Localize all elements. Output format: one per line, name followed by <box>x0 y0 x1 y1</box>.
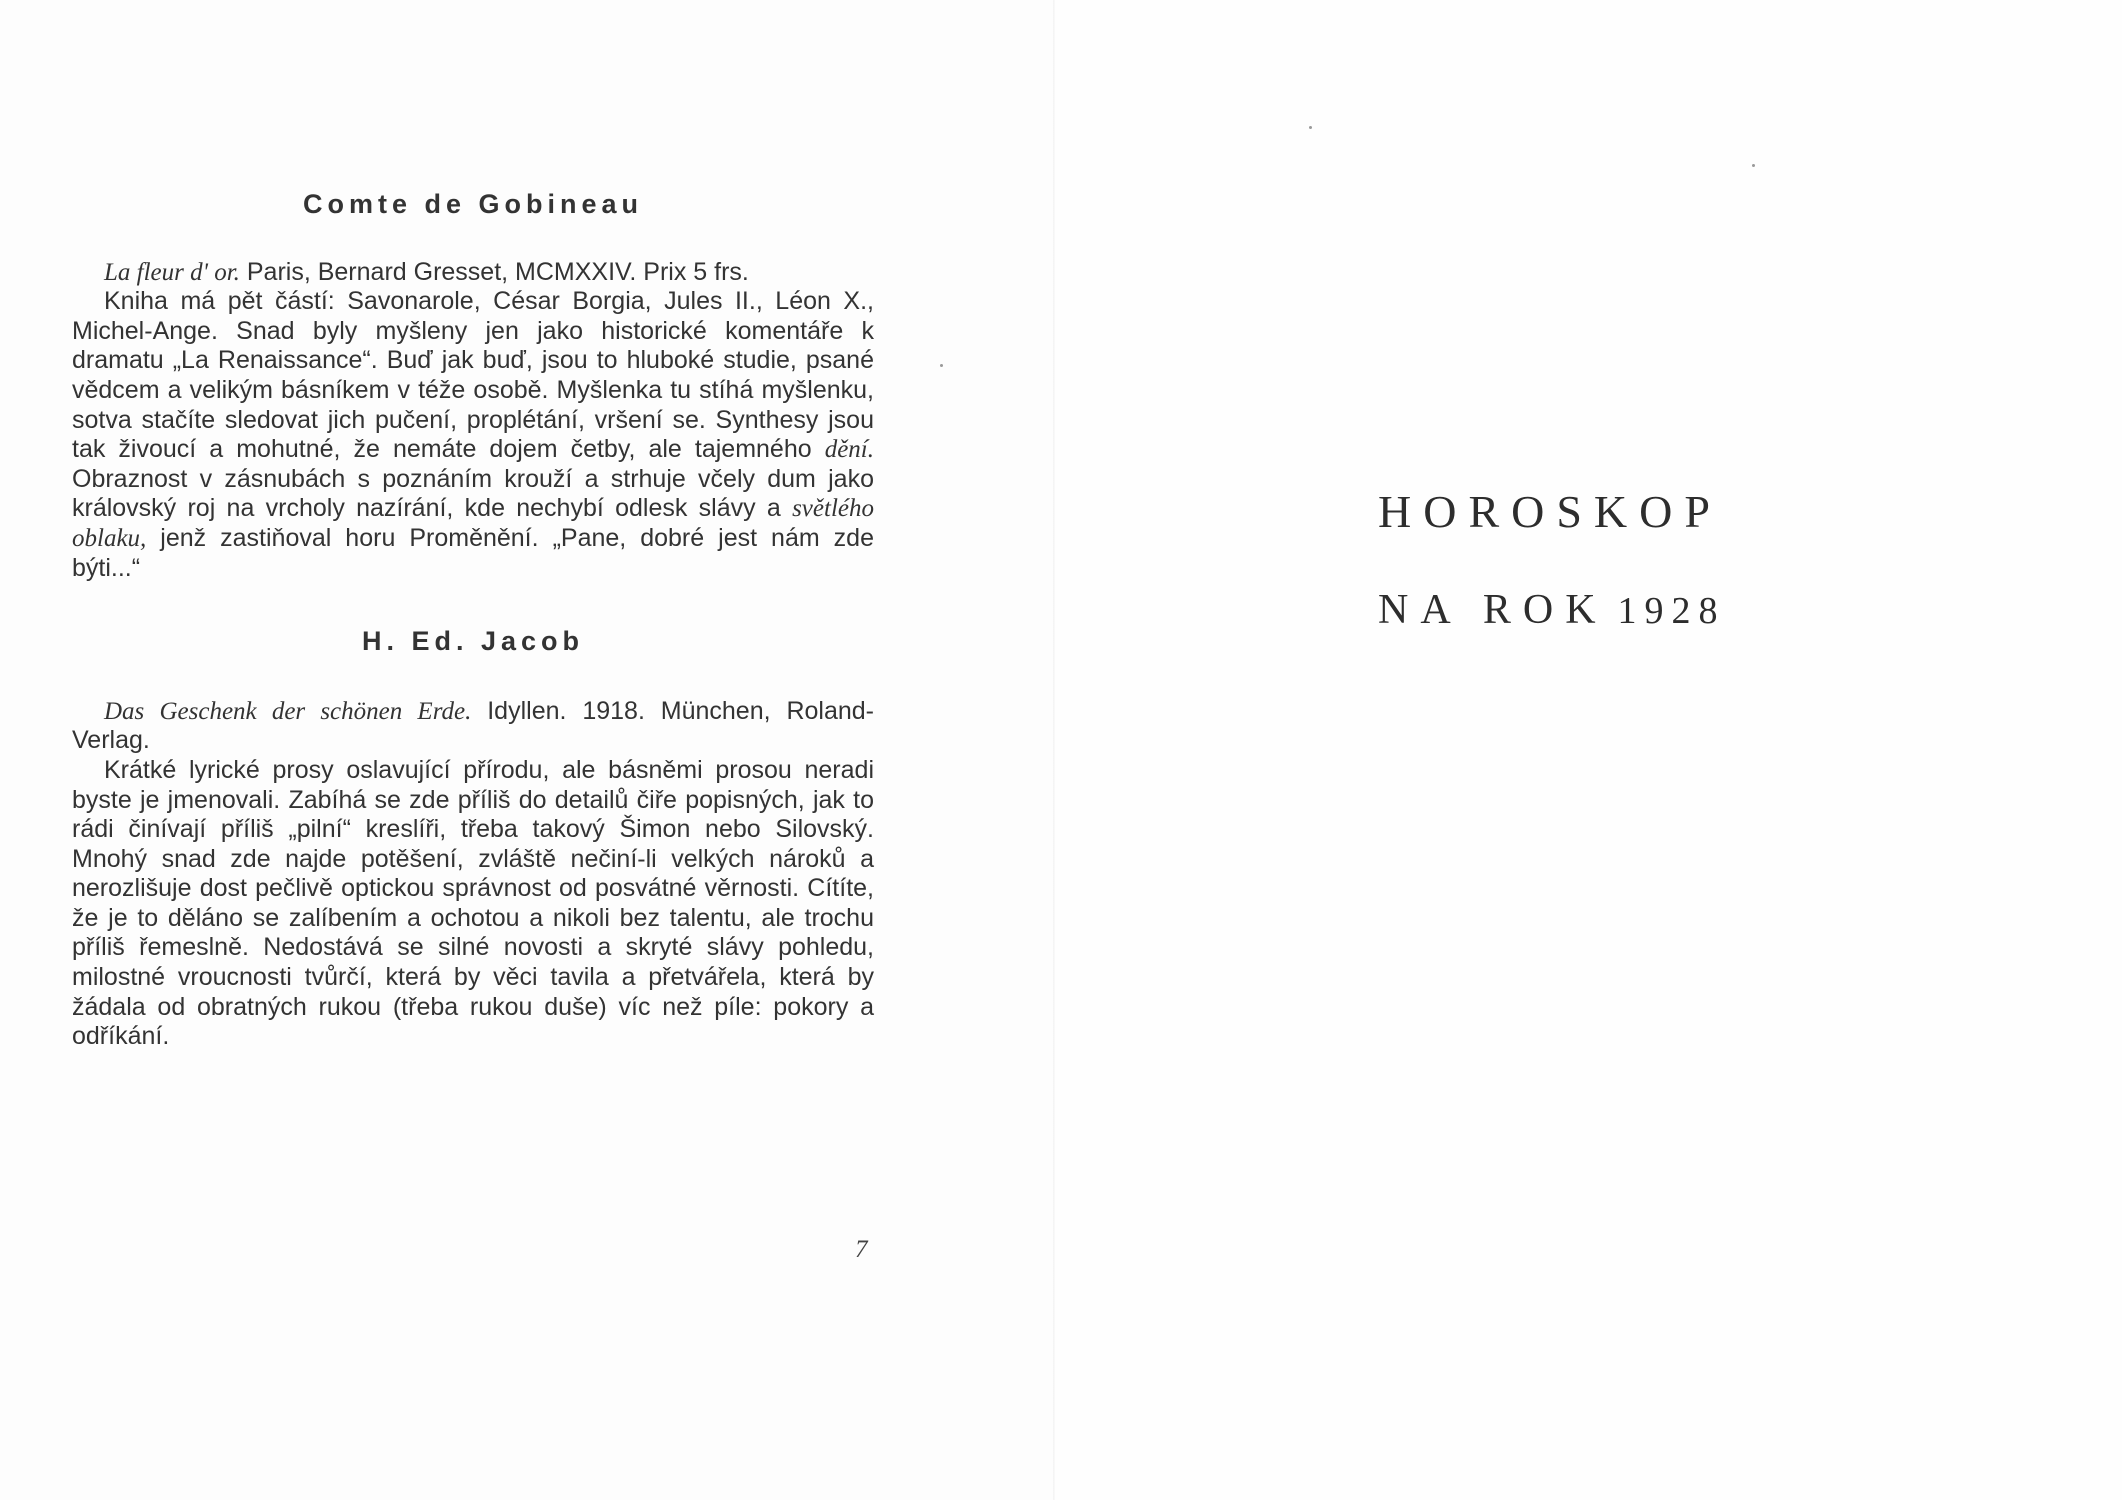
review-text-part1: Kniha má pět částí: Savonarole, César Borgia, Jules II., Léon X., Michel-Ange. Snad byly myšleny jen jako historické komentáře k dramatu „La Renaissance“. Buď jak buď, jsou to hluboké studie, psané vědcem a velikým básníkem v téže osobě. Myšlenka tu stíhá myšlenku, sotva stačíte sledovat jich pučení, proplétání, vršení se. Synthesy jsou tak živoucí a mohutné, že nemáte dojem četby, ale tajemného <box>72 287 874 464</box>
review-italic-svetleho-oblaku: světlého oblaku, <box>72 495 874 552</box>
left-page <box>0 0 1055 1500</box>
paper-speck <box>1752 164 1755 167</box>
title-na-rok-1928 <box>1378 586 1738 634</box>
review-author-jacob: H. Ed. Jacob <box>361 626 585 657</box>
review-text-part3: jenž zastiňoval horu Proměnění. „Pane, dobré jest nám zde býti...“ <box>72 523 874 582</box>
review-body-jacob: Krátké lyrické prosy oslavující přírodu, ale básněmi prosou neradi byste je jmenovali. Zabíhá se zde příliš do detailů čiře popisných, jak to rádi činívají příliš „pilní“ kreslíři, třeba takový Šimon nebo Silovský. Mnohý snad zde najde potěšení, zvláště nečiní-li velkých nároků a nerozlišuje dost pečlivě optickou správnost od posvátné věrnosti. Cítíte, že je to děláno se zalíbením a ochotou a nikoli bez talentu, ale trochu příliš řemeslně. Nedostává se silné novosti a skryté slávy pohledu, milostné vroucnosti tvůrčí, která by věci tavila a přetvářela, která by žádala od obratných rukou (třeba rukou duše) víc než píle: pokory a odříkání. <box>72 755 874 1051</box>
title-horoskop: HOROSKOP <box>1378 486 1722 537</box>
book-title-la-fleur-dor: La fleur d' or. <box>104 258 240 286</box>
review-author-gobineau: Comte de Gobineau <box>302 189 644 219</box>
review-citation-gobineau <box>72 258 874 288</box>
book-title-das-geschenk: Das Geschenk der schönen Erde. <box>104 697 472 725</box>
left-page-text <box>72 190 874 1052</box>
title-page-heading <box>1378 485 1738 634</box>
review-text-part2: Obraznost v zásnubách s poznáním krouží a strhuje včely dum jako královský roj na vrcholy nazírání, kde nechybí odlesk slávy a <box>72 464 874 523</box>
paper-speck <box>940 364 943 367</box>
right-page <box>1055 0 2122 1500</box>
paper-speck <box>1309 126 1312 129</box>
review-italic-deni: dění. <box>824 436 874 464</box>
review-citation-jacob <box>72 697 874 756</box>
page-number: 7 <box>855 1236 868 1263</box>
title-year: 1928 <box>1617 590 1726 632</box>
citation-details: Idyllen. 1918. München, Roland-Verlag. <box>72 696 874 755</box>
title-na-rok: NA ROK <box>1378 587 1608 633</box>
review-body-gobineau <box>72 287 874 583</box>
citation-details: Paris, Bernard Gresset, MCMXXIV. Prix 5 frs. <box>239 257 749 286</box>
